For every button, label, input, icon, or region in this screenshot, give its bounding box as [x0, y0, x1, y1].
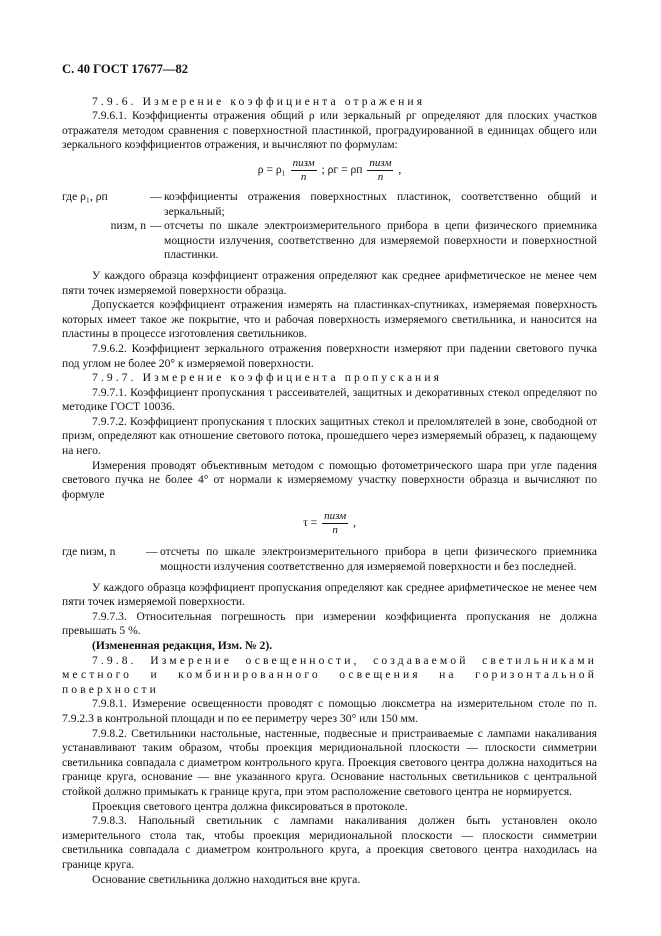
paragraph-objective-method: Измерения проводят объективным методом с помощью фотометрического шара при угле падения светового пучка не более 4° от нормали к измеряемому участку поверхности образца и вычисляют по формуле [62, 458, 597, 501]
paragraph-7-9-6-1: 7.9.6.1. Коэффициенты отражения общий ρ или зеркальный ρг определяют для плоских участков отражателя методом сравнения с поверхностной пластинкой, проградуированной в единицах общего или зеркального коэффициентов отражения, и вычисляют по формулам: [62, 109, 597, 152]
definition-row [62, 545, 597, 574]
definition-symbol: где nизм, n [62, 545, 116, 559]
definition-text: коэффициенты отражения поверхностных пластинок, соответственно общий и зеркальный; [164, 189, 597, 218]
formula-reflection-lhs: ρ = ρ₁ [257, 163, 286, 177]
definition-symbol: nизм, n [110, 219, 146, 233]
definition-row [62, 219, 597, 263]
formula-denominator: n [377, 170, 384, 183]
paragraph-base-outside: Основание светильника должно находиться вне круга. [92, 872, 361, 886]
definition-text: отсчеты по шкале электроизмерительного прибора в цепи физического приемника мощности излучения соответственно для измеряемой поверхности и без последней. [160, 545, 597, 574]
definition-dash: — [150, 189, 162, 203]
formula-numerator: nизм [324, 510, 347, 523]
document-page [62, 62, 597, 887]
formula-end: , [398, 163, 402, 177]
section-7-9-6-title: 7.9.6. Измерение коэффициента отражения [92, 94, 426, 108]
paragraph-7-9-6-2: 7.9.6.2. Коэффициент зеркального отражения поверхности измеряют при падении светового пучка под углом не более 20° к измеряемой поверхности. [62, 341, 597, 370]
formula-transmission-lhs: τ = [303, 516, 318, 530]
definition-dash: — [146, 545, 158, 559]
definition-dash: — [150, 219, 162, 233]
formula-end: , [353, 516, 356, 530]
paragraph-7-9-8-1: 7.9.8.1. Измерение освещенности проводят с помощью люксметра на измерительном столе по п. 7.9.2.3 в контрольной площади и по ее периметру через 30° или 150 мм. [62, 697, 597, 725]
paragraph-7-9-7-2: 7.9.7.2. Коэффициент пропускания τ плоских защитных стекол и преломлятелей в зоне, свободной от призм, определяют как отношение светового потока, прошедшего через измеряемый образец, к падающему на него. [62, 414, 597, 458]
formula-denominator: n [332, 524, 338, 537]
formula-numerator: nизм [292, 156, 315, 169]
formula-transmission-fraction [322, 510, 348, 537]
definition-text: отсчеты по шкале электроизмерительного прибора в цепи физического приемника мощности излучения, соответственно для измеряемой поверхности и поверхностной пластинки. [164, 219, 597, 262]
formula-reflection-fraction [291, 157, 317, 184]
formula-reflection [62, 157, 597, 184]
section-7-9-7-title: 7.9.7. Измерение коэффициента пропускания [92, 371, 443, 385]
formula-specular-fraction [367, 157, 393, 184]
section-7-9-8-title: 7.9.8. Измерение освещенности, создаваемой светильниками местного и комбинированного освещения на горизонтальной поверхности [62, 653, 597, 696]
paragraph-7-9-7-3: 7.9.7.3. Относительная погрешность при измерении коэффициента пропускания не должна превышать 5 %. [62, 609, 597, 638]
paragraph-projection-record: Проекция светового центра должна фиксироваться в протоколе. [92, 799, 408, 813]
formula-transmission [62, 510, 597, 537]
definition-row [62, 190, 597, 219]
paragraph-average-reflection: У каждого образца коэффициент отражения определяют как среднее арифметическое не менее чем пяти точек измеряемой поверхности образца. [62, 268, 597, 297]
paragraph-average-transmission: У каждого образца коэффициент пропускания определяют как среднее арифметическое не менее чем пяти точек измеряемой поверхности. [62, 580, 597, 609]
paragraph-satellite-plates: Допускается коэффициент отражения измерять на пластинках-спутниках, измеряемая поверхность которых имеет такое же покрытие, что и рабочая поверхность измеряемого светильника, и наносится на пластины в процессе изготовления светильников. [62, 298, 597, 341]
formula-numerator: nизм [369, 156, 392, 169]
definition-symbol: где ρ₁, ρп [62, 189, 108, 203]
formula-reflection-separator: ; ρг = ρп [321, 163, 363, 177]
formula-denominator: n [300, 170, 307, 183]
definitions-reflection [62, 190, 597, 263]
paragraph-7-9-8-2: 7.9.8.2. Светильники настольные, настенные, подвесные и пристраиваемые с лампами накаливания устанавливают таким образом, чтобы проекция меридиональной плоскости — плоскости симметрии светильника совпадала с диаметром контрольного круга. Проекция светового центра должна находиться на границе круга, основание — вне указанного круга. Основание настольных светильников с центральной стойкой должно примыкать к границе круга, при этом расположение светового центра не нормируется. [62, 726, 597, 798]
paragraph-7-9-7-1: 7.9.7.1. Коэффициент пропускания τ рассеивателей, защитных и декоративных стекол определяют по методике ГОСТ 10036. [62, 385, 597, 414]
page-header: С. 40 ГОСТ 17677—82 [62, 62, 189, 76]
paragraph-7-9-8-3: 7.9.8.3. Напольный светильник с лампами накаливания должен быть установлен около измерительного стола так, чтобы проекция меридиональной плоскости — плоскости симметрии светильника совпадала с диаметром контрольного круга, а проекция светового центра находилась на границе круга. [62, 814, 597, 871]
amendment-note: (Измененная редакция, Изм. № 2). [92, 639, 273, 652]
definitions-transmission [62, 545, 597, 574]
